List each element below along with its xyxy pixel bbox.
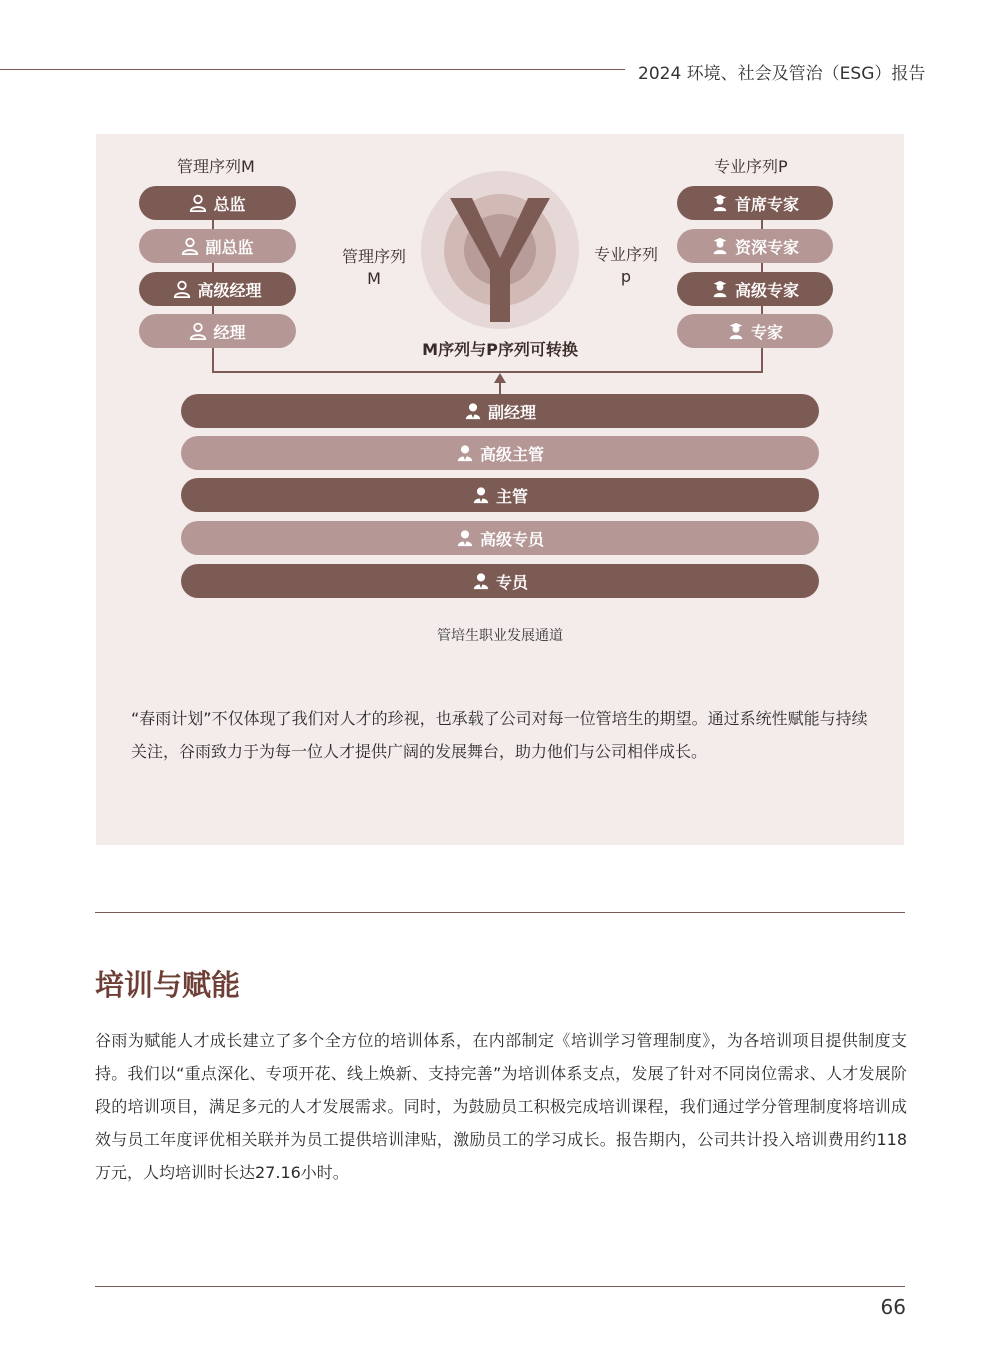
bridge-line bbox=[212, 371, 763, 373]
arrow-up-icon bbox=[494, 373, 506, 383]
section-paragraph: 谷雨为赋能人才成长建立了多个全方位的培训体系，在内部制定《培训学习管理制度》，为各培训项目提供制度支持。我们以“重点深化、专项开花、线上焕新、支持完善”为培训体系支点，发展了针对不同岗位需求、人才发展阶段的培训项目，满足多元的人才发展需求。同时，为鼓励员工积极完成培训课程，我们通过学分管理制度将培训成效与员工年度评优相关联并为员工提供培训津贴，激励员工的学习成长。报告期内，公司共计投入培训费用约118万元，人均培训时长达27.16小时。 bbox=[95, 1031, 907, 1182]
center-management-label-text: 管理序列 bbox=[341, 247, 406, 266]
expert-icon bbox=[727, 322, 745, 340]
management-track-title: 管理序列M bbox=[177, 157, 255, 176]
level-label: 高级专员 bbox=[479, 529, 544, 549]
page-number: 66 bbox=[880, 1295, 906, 1319]
level-label: 高级专家 bbox=[734, 280, 799, 300]
center-professional-label bbox=[588, 244, 664, 288]
level-label: 经理 bbox=[213, 322, 246, 342]
level-label: 主管 bbox=[495, 486, 528, 506]
center-professional-label-letter: p bbox=[620, 267, 632, 286]
professional-level-senior-expert bbox=[677, 229, 833, 263]
common-level-deputy-manager bbox=[181, 394, 819, 428]
professional-level-chief-expert bbox=[677, 186, 833, 220]
management-level-deputy-director bbox=[139, 229, 296, 263]
level-label: 副总监 bbox=[205, 237, 254, 257]
person-icon bbox=[472, 572, 490, 590]
center-management-label bbox=[336, 246, 412, 290]
management-level-director bbox=[139, 186, 296, 220]
professional-level-expert bbox=[677, 314, 833, 348]
level-label: 首席专家 bbox=[734, 194, 799, 214]
level-label: 副经理 bbox=[487, 402, 536, 422]
level-label: 高级经理 bbox=[197, 280, 262, 300]
y-track-graphic bbox=[420, 170, 580, 330]
manager-icon bbox=[189, 194, 207, 212]
manager-icon bbox=[181, 237, 199, 255]
expert-icon bbox=[711, 194, 729, 212]
center-management-label-letter: M bbox=[367, 269, 381, 288]
header-rule bbox=[0, 69, 625, 70]
footer-rule bbox=[95, 1286, 905, 1287]
panel-paragraph: “春雨计划”不仅体现了我们对人才的珍视，也承载了公司对每一位管培生的期望。通过系统性赋能与持续关注，谷雨致力于为每一位人才提供广阔的发展舞台，助力他们与公司相伴成长。 bbox=[131, 709, 868, 761]
common-level-supervisor bbox=[181, 478, 819, 512]
management-level-senior-manager bbox=[139, 272, 296, 306]
report-title: 2024 环境、社会及管治（ESG）报告 bbox=[638, 64, 926, 84]
center-professional-label-text: 专业序列 bbox=[593, 245, 658, 264]
level-label: 总监 bbox=[213, 194, 246, 214]
level-label: 专家 bbox=[750, 322, 783, 342]
level-label: 高级主管 bbox=[479, 444, 544, 464]
section-divider bbox=[95, 912, 905, 913]
diagram-caption: 管培生职业发展通道 bbox=[437, 628, 563, 644]
professional-level-advanced-expert bbox=[677, 272, 833, 306]
level-label: 专员 bbox=[495, 572, 528, 592]
section-title: 培训与赋能 bbox=[95, 968, 241, 1002]
person-icon bbox=[456, 529, 474, 547]
common-level-senior-specialist bbox=[181, 521, 819, 555]
person-icon bbox=[456, 444, 474, 462]
expert-icon bbox=[711, 280, 729, 298]
manager-icon bbox=[173, 280, 191, 298]
level-label: 资深专家 bbox=[734, 237, 799, 257]
common-level-senior-supervisor bbox=[181, 436, 819, 470]
management-level-manager bbox=[139, 314, 296, 348]
convertible-note: M序列与P序列可转换 bbox=[422, 340, 578, 359]
professional-track-title: 专业序列P bbox=[714, 157, 788, 176]
person-icon bbox=[472, 486, 490, 504]
manager-icon bbox=[189, 322, 207, 340]
expert-icon bbox=[711, 237, 729, 255]
common-level-specialist bbox=[181, 564, 819, 598]
person-icon bbox=[464, 402, 482, 420]
